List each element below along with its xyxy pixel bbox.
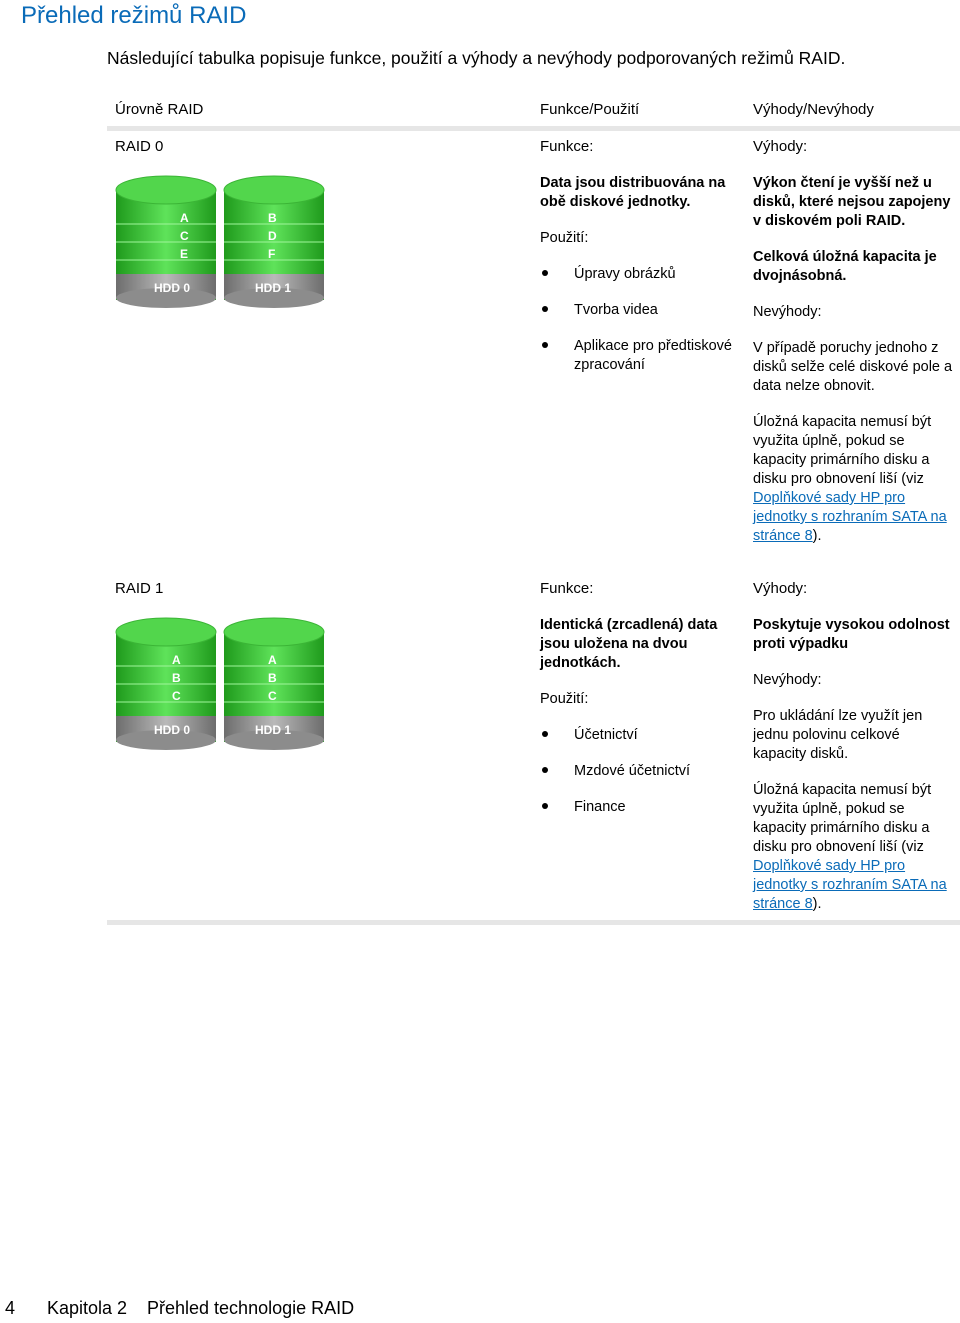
header-divider [107, 126, 960, 131]
raid1-disadvantage-1: Pro ukládání lze využít jen jednu polovinu celkové kapacity disků. [753, 708, 923, 762]
page-title: Přehled režimů RAID [21, 2, 247, 29]
raid1-hdd0-block-2: B [172, 671, 181, 685]
raid0-hdd0-name: HDD 0 [154, 281, 191, 295]
raid0-usage-list [540, 265, 740, 375]
list-item: Aplikace pro předtiskové zpracování [540, 337, 740, 375]
list-item: Finance [540, 798, 740, 817]
column-header-function: Funkce/Použití [540, 101, 640, 118]
raid1-hdd1-block-2: B [268, 671, 277, 685]
raid1-hdd0-block-3: C [172, 689, 181, 703]
bullet-icon [542, 306, 548, 312]
raid1-disadvantage-2: Úložná kapacita nemusí být využita úplně, pokud se kapacity primárního disku a disku pro obnovení liší (viz Doplňkové sady HP pro jednotky s rozhraním SATA na stránce 8). [753, 782, 947, 912]
raid0-disadvantage-1: V případě poruchy jednoho z disků selže celé diskové pole a data nelze obnovit. [753, 340, 953, 394]
bullet-icon [542, 767, 548, 773]
raid0-disadvantage-2: Úložná kapacita nemusí být využita úplně, pokud se kapacity primárního disku a disku pro obnovení liší (viz Doplňkové sady HP pro jednotky s rozhraním SATA na stránce 8). [753, 414, 947, 544]
disk-hdd0 [116, 618, 216, 750]
raid1-functions-label: Funkce: [540, 580, 594, 597]
raid1-disadvantages-label: Nevýhody: [753, 672, 822, 688]
raid1-pros-cons-cell [753, 616, 953, 931]
raid0-usage-label: Použití: [540, 230, 589, 246]
raid0-advantage-2: Celková úložná kapacita je dvojnásobná. [753, 249, 937, 284]
raid1-level: RAID 1 [115, 580, 164, 597]
raid1-hdd1-name: HDD 1 [255, 723, 292, 737]
raid0-hdd0-block-3: E [180, 247, 189, 261]
raid0-function-usage-cell [540, 174, 740, 392]
disk-hdd1 [224, 176, 324, 308]
raid0-hdd1-block-1: B [268, 211, 277, 225]
raid1-hdd0-name: HDD 0 [154, 723, 191, 737]
list-item: Úpravy obrázků [540, 265, 740, 284]
raid0-hdd1-name: HDD 1 [255, 281, 292, 295]
raid0-disk-diagram [110, 170, 330, 310]
list-item: Účetnictví [540, 726, 740, 745]
disk-hdd1 [224, 618, 324, 750]
raid1-function-text: Identická (zrcadlená) data jsou uložena na dvou jednotkách. [540, 617, 718, 671]
raid1-hdd1-block-3: C [268, 689, 277, 703]
list-item: Tvorba videa [540, 301, 740, 320]
raid1-hdd1-block-1: A [268, 653, 277, 667]
raid1-advantages-label: Výhody: [753, 580, 808, 597]
raid0-advantages-label: Výhody: [753, 138, 808, 155]
raid0-hdd1-block-2: D [268, 229, 277, 243]
raid0-functions-label: Funkce: [540, 138, 594, 155]
raid1-function-usage-cell [540, 616, 740, 834]
raid1-usage-label: Použití: [540, 691, 589, 707]
raid0-hdd0-block-2: C [180, 229, 189, 243]
raid0-level: RAID 0 [115, 138, 164, 155]
disk-hdd0 [116, 176, 216, 308]
raid0-function-text: Data jsou distribuována na obě diskové jednotky. [540, 175, 726, 210]
bullet-icon [542, 270, 548, 276]
column-header-pros-cons: Výhody/Nevýhody [753, 101, 874, 118]
raid0-hdd0-block-1: A [180, 211, 189, 225]
chapter-label: Kapitola 2 [47, 1298, 128, 1318]
raid1-usage-list [540, 726, 740, 817]
raid1-advantage-1: Poskytuje vysokou odolnost proti výpadku [753, 617, 950, 652]
list-item: Mzdové účetnictví [540, 762, 740, 781]
raid0-hdd1-block-3: F [268, 247, 276, 261]
raid1-hdd0-block-1: A [172, 653, 181, 667]
raid0-disadvantages-label: Nevýhody: [753, 304, 822, 320]
bullet-icon [542, 803, 548, 809]
table-bottom-divider [107, 920, 960, 925]
raid0-pros-cons-cell [753, 174, 953, 563]
column-header-levels: Úrovně RAID [115, 101, 204, 118]
bullet-icon [542, 731, 548, 737]
raid1-sata-kit-link[interactable]: Doplňkové sady HP pro jednotky s rozhraním SATA na stránce 8 [753, 858, 947, 912]
raid0-sata-kit-link[interactable]: Doplňkové sady HP pro jednotky s rozhraním SATA na stránce 8 [753, 490, 947, 544]
bullet-icon [542, 342, 548, 348]
chapter-title: Přehled technologie RAID [147, 1298, 355, 1318]
intro-paragraph: Následující tabulka popisuje funkce, použití a výhody a nevýhody podporovaných režimů RAID. [107, 48, 846, 68]
raid1-disk-diagram [110, 612, 330, 752]
raid0-advantage-1: Výkon čtení je vyšší než u disků, které nejsou zapojeny v diskovém poli RAID. [753, 175, 951, 229]
page-number: 4 [5, 1298, 16, 1318]
